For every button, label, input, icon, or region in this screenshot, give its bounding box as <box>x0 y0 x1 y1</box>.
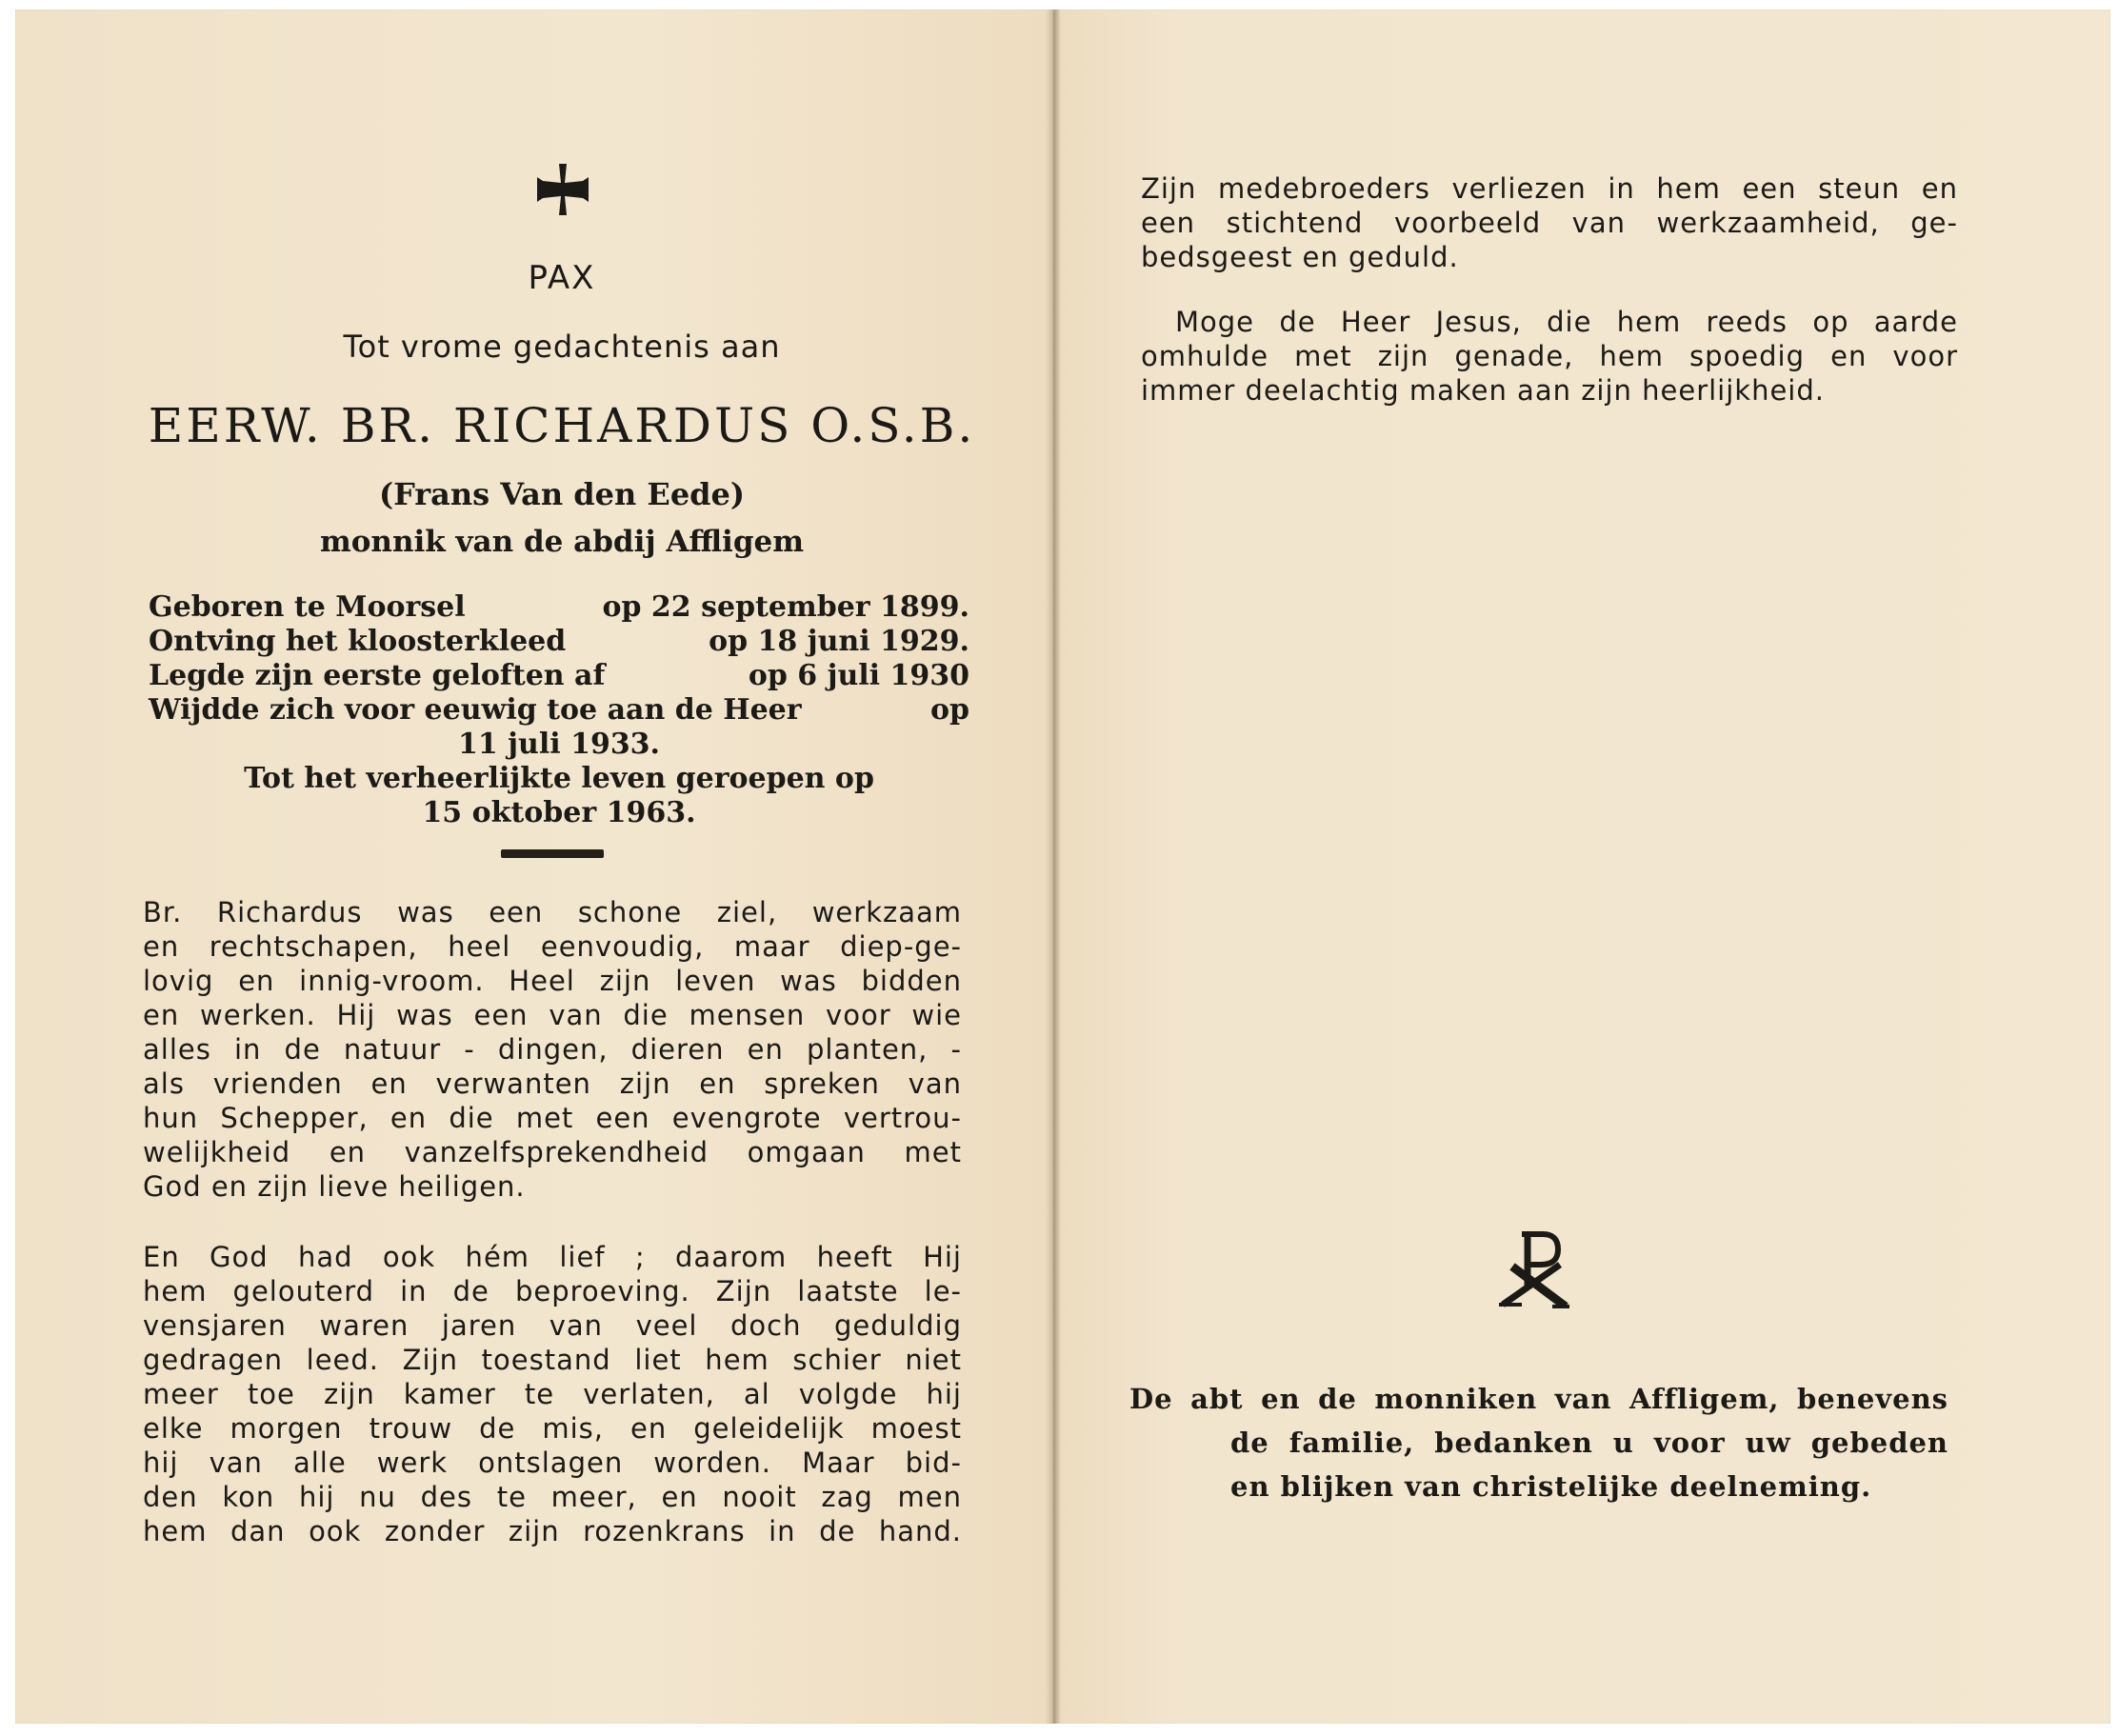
prayer-paragraph <box>1141 305 1958 408</box>
brothers-paragraph <box>1141 171 1958 274</box>
text-line: Br. Richardus was een schone ziel, werkzaam <box>143 896 962 928</box>
text-line: Moge de Heer Jesus, die hem reeds op aarde <box>1175 306 1958 338</box>
date-row-eternal-vows <box>149 693 969 728</box>
text-line: lovig en innig-vroom. Heel zijn leven was bidden <box>143 965 962 997</box>
biography-paragraph <box>143 895 962 1204</box>
illness-paragraph <box>143 1240 962 1548</box>
text-line: vensjaren waren jaren van veel doch geduldig <box>143 1309 962 1342</box>
pax-heading: PAX <box>528 259 596 297</box>
text-line: alles in de natuur - dingen, dieren en planten, - <box>143 1033 962 1066</box>
death-line: Tot het verheerlijkte leven geroepen op <box>244 762 874 795</box>
date-label: Geboren te Moorsel <box>149 590 466 624</box>
date-label: Ontving het kloosterkleed <box>149 625 567 658</box>
text-line: hij van alle werk ontslagen worden. Maar bid- <box>143 1447 962 1479</box>
text-line: En God had ook hém lief ; daarom heeft Hij <box>143 1241 962 1273</box>
life-dates <box>149 590 969 830</box>
text-line: als vrienden en verwanten zijn en spreken van <box>143 1068 962 1100</box>
text-line: Zijn medebroeders verliezen in hem een steun en <box>1141 172 1958 205</box>
date-value: op 18 juni 1929. <box>709 625 969 658</box>
date-value: op <box>930 693 969 727</box>
text-line: bedsgeest en geduld. <box>1141 241 1459 273</box>
date-label: Legde zijn eerste geloften af <box>149 659 606 692</box>
text-line: welijkheid en vanzelfsprekendheid omgaan met <box>143 1136 962 1168</box>
death-date: 15 oktober 1963. <box>422 796 696 829</box>
text-line: en blijken van christelijke deelneming. <box>1230 1470 1872 1503</box>
text-line: omhulde met zijn genade, hem spoedig en voor <box>1141 340 1958 372</box>
text-line: De abt en de monniken van Affligem, benevens <box>1129 1383 1948 1415</box>
text-line: hem gelouterd in de beproeving. Zijn laatste le- <box>143 1275 962 1307</box>
civil-name: (Frans Van den Eede) <box>378 476 746 512</box>
memory-line: Tot vrome gedachtenis aan <box>343 329 781 365</box>
date-value: op 22 september 1899. <box>602 590 969 624</box>
thanks-message <box>1129 1377 1948 1508</box>
text-line: elke morgen trouw de mis, en geleidelijk moest <box>143 1412 962 1445</box>
chi-rho-icon <box>1499 1228 1569 1308</box>
text-line: de familie, bedanken u voor uw gebeden <box>1230 1427 1948 1459</box>
monastery-line: monnik van de abdij Affligem <box>319 525 805 559</box>
text-line: immer deelachtig maken aan zijn heerlijkheid. <box>1141 374 1825 407</box>
date-value: op 6 juli 1930 <box>748 659 969 692</box>
text-line: meer toe zijn kamer te verlaten, al volgde hij <box>143 1378 962 1410</box>
date-row-vows <box>149 659 969 693</box>
text-line: gedragen leed. Zijn toestand liet hem schier niet <box>143 1344 962 1376</box>
text-line: hem dan ook zonder zijn rozenkrans in de hand. <box>143 1515 962 1547</box>
deceased-name: EERW. BR. RICHARDUS O.S.B. <box>148 398 976 453</box>
text-line: den kon hij nu des te meer, en nooit zag men <box>143 1481 962 1513</box>
text-line: en rechtschapen, heel eenvoudig, maar diep-ge- <box>143 930 962 963</box>
divider-rule <box>501 849 604 858</box>
cross-pattee-icon <box>533 160 592 219</box>
text-line: God en zijn lieve heiligen. <box>143 1170 526 1203</box>
date-row-birth <box>149 590 969 625</box>
date-label: Wijdde zich voor eeuwig toe aan de Heer <box>149 693 802 727</box>
text-line: hun Schepper, en die met een evengrote vertrou- <box>143 1102 962 1134</box>
text-line: een stichtend voorbeeld van werkzaamheid, ge- <box>1141 207 1958 239</box>
text-line: en werken. Hij was een van die mensen voor wie <box>143 999 962 1031</box>
date-row-habit <box>149 625 969 659</box>
date-continuation: 11 juli 1933. <box>457 728 661 761</box>
